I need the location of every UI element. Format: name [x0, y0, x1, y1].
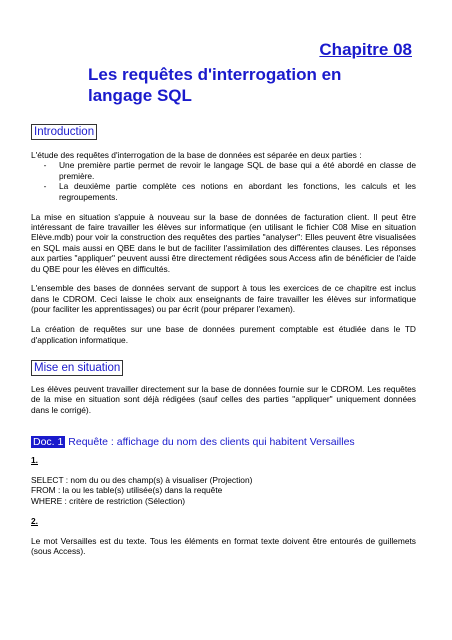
- section-heading-introduction: Introduction: [31, 124, 97, 140]
- chapter-title: Les requêtes d'interrogation en langage SQL: [88, 65, 342, 105]
- answer-line: WHERE : critère de restriction (Sélection): [31, 495, 186, 506]
- section-heading-mise-en-situation: Mise en situation: [31, 360, 123, 376]
- list-item: - La deuxième partie complète ces notions en abordant les fonctions, les calculs et les regroupements.: [31, 181, 416, 202]
- answer-paragraph-2: Le mot Versailles est du texte. Tous les éléments en format texte doivent être entourés de guillemets (sous Access).: [31, 535, 416, 556]
- intro-paragraph-3: L'ensemble des bases de données servant de support à tous les exercices de ce chapitre est inclus dans le CDROM. Ceci laisse le choix aux enseignants de faire travailler les élèves sur informatique (pour faciliter les apprentissages) ou par écrit (pour préparer l'examen).: [31, 283, 416, 315]
- doc-title: Requête : affichage du nom des clients qui habitent Versailles: [65, 436, 355, 448]
- intro-paragraph-2: La mise en situation s'appuie à nouveau sur la base de données de facturation client. Il peut être intéressant de faire travailler les élèves sur informatique (en utilisant le fichier C08 Mise en situation Elève.mdb) pour voir la construction des requêtes des parties "analyser": Elles peuvent être visualisées en SQL mais aussi en QBE dans le but de faciliter l'assimilation des différentes clauses. Les réponses aux parties "appliquer" peuvent aussi être directement rédigées sous Access afin de bénéficier de l'aide du QBE pour les élèves en difficultés.: [31, 211, 416, 274]
- mise-en-situation-body: [31, 384, 416, 425]
- intro-bullet-list: [31, 160, 416, 202]
- intro-paragraph-4: La création de requêtes sur une base de données purement comptable est étudiée dans le TD d'application informatique.: [31, 324, 416, 345]
- question-number-2: 2.: [31, 515, 38, 526]
- question-number-1: 1.: [31, 455, 38, 465]
- doc-answers: [31, 455, 416, 566]
- answer-line: FROM : la ou les table(s) utilisée(s) dans la requête: [31, 485, 223, 496]
- answer-line: SELECT : nom du ou des champ(s) à visualiser (Projection): [31, 474, 253, 485]
- introduction-body: [31, 150, 416, 355]
- doc-heading: [31, 436, 355, 449]
- mise-paragraph-1: Les élèves peuvent travailler directement sur la base de données fournie sur le CDROM. Les requêtes de la mise en situation sont déjà rédigées (sauf celles des parties "appliquer" uniquement données dans le corrigé).: [31, 384, 416, 415]
- intro-paragraph-1: L'étude des requêtes d'interrogation de la base de données est séparée en deux parties :: [31, 150, 362, 160]
- list-item: - Une première partie permet de revoir le langage SQL de base qui a été abordé en classe de première.: [31, 160, 416, 181]
- chapter-number: Chapitre 08: [319, 40, 412, 59]
- doc-label: Doc. 1: [33, 436, 64, 448]
